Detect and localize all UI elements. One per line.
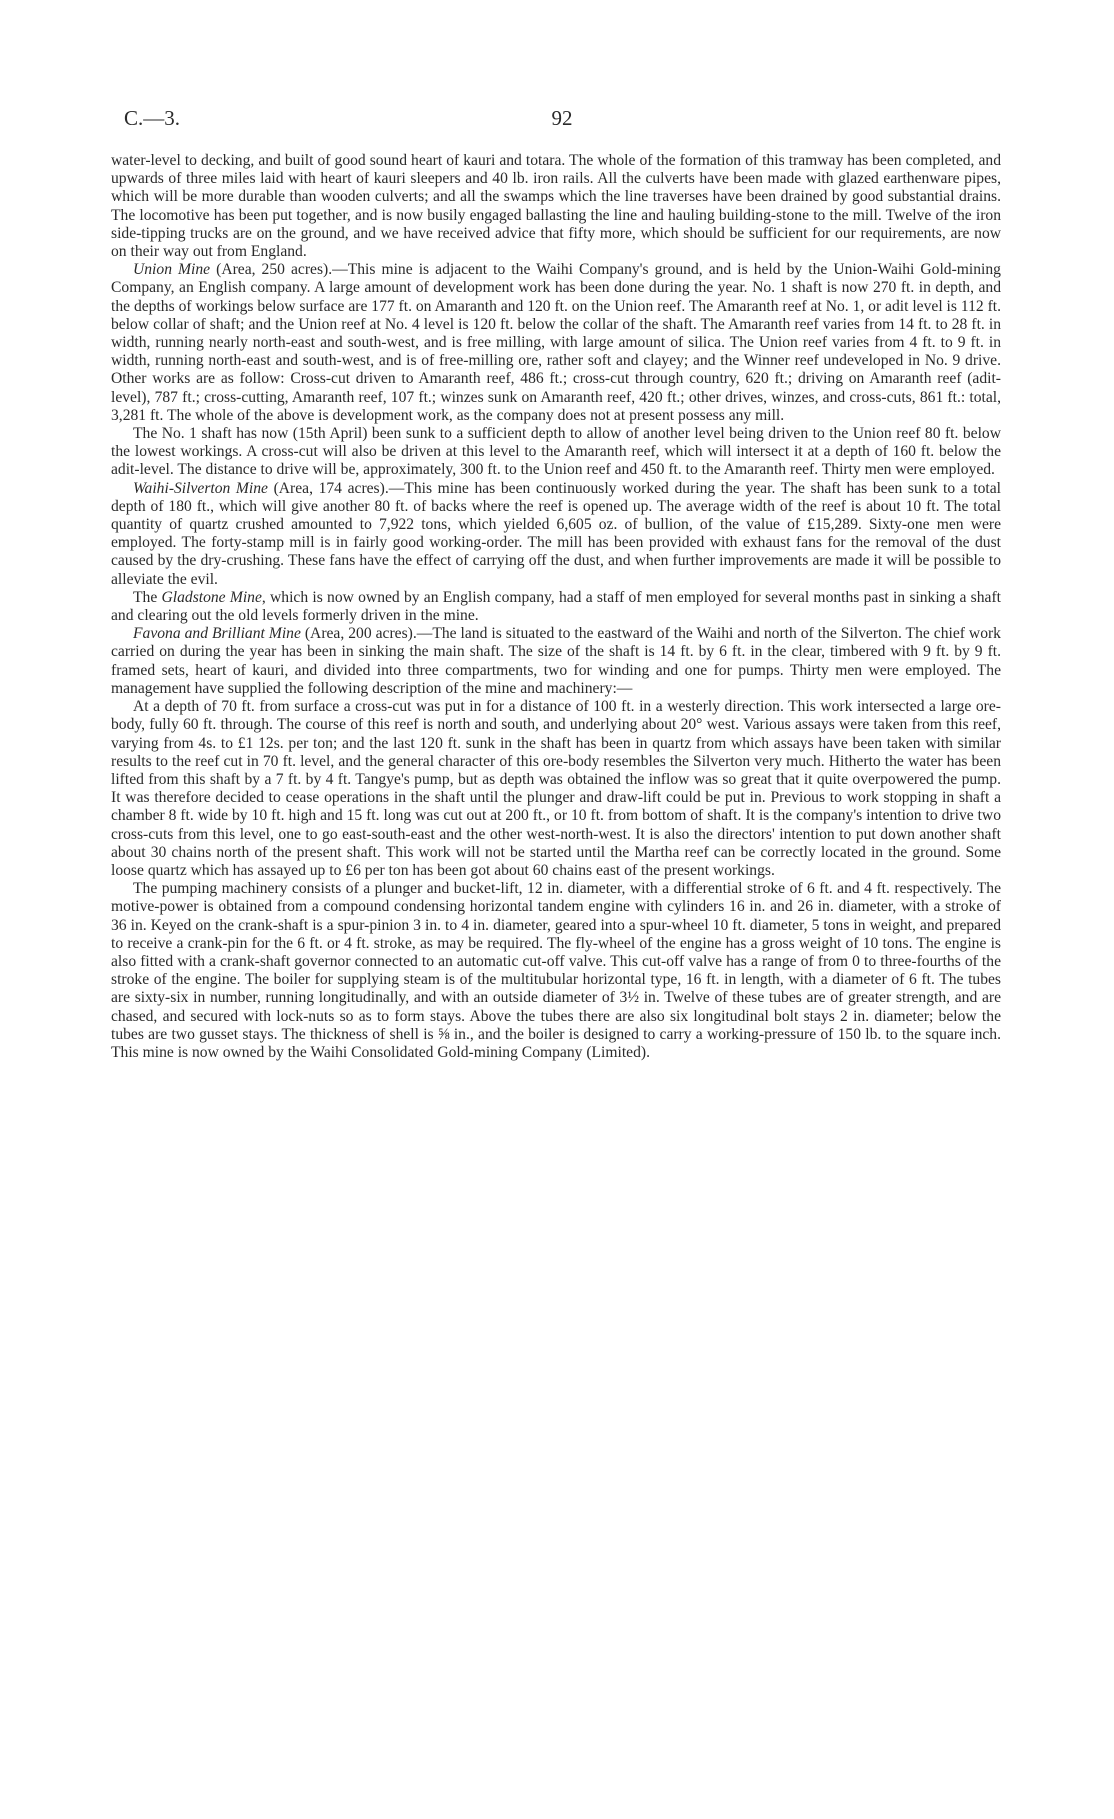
report-reference: C.—3.: [124, 106, 181, 130]
paragraph: [111, 261, 1001, 425]
page-header: [124, 106, 1000, 136]
paragraph: [111, 625, 1001, 698]
paragraph-text: , which is now owned by an English company, had a staff of men employed for several months past in sinking a shaft and clearing out the old levels formerly driven in the mine.: [111, 588, 1001, 625]
paragraph: [111, 589, 1001, 625]
mine-name: Waihi-Silverton Mine: [133, 479, 268, 497]
mine-name: Gladstone Mine: [161, 588, 262, 606]
paragraph: [111, 425, 1001, 480]
paragraph-text: (Area, 200 acres).—The land is situated to the eastward of the Waihi and north of the Silverton. The chief work carried on during the year has been in sinking the main shaft. The size of the shaft is 14 ft. by 6 ft. in the clear, timbered with 9 ft. by 9 ft. framed sets, heart of kauri, and divided into three compartments, two for winding and one for pumps. Thirty men were employed. The management have supplied the following description of the mine and machinery:—: [111, 625, 1001, 697]
paragraph-text: (Area, 174 acres).—This mine has been continuously worked during the year. The shaft has been sunk to a total depth of 180 ft., which will give another 80 ft. of backs where the reef is opened up. The average width of the reef is about 10 ft. The total quantity of quartz crushed amounted to 7,922 tons, which yielded 6,605 oz. of bullion, of the value of £15,289. Sixty-one men were employed. The forty-stamp mill is in fairly good working-order. The mill has been provided with exhaust fans for the removal of the dust caused by the dry-crushing. These fans have the effect of carrying off the dust, and when further improvements are made it will be possible to alleviate the evil.: [111, 479, 1001, 588]
paragraph: [111, 480, 1001, 589]
paragraph-text: The pumping machinery consists of a plunger and bucket-lift, 12 in. diameter, with a differential stroke of 6 ft. and 4 ft. respectively. The motive-power is obtained from a compound condensing horizontal tandem engine with cylinders 16 in. and 26 in. diameter, with a stroke of 36 in. Keyed on the crank-shaft is a spur-pinion 3 in. to 4 in. diameter, geared into a spur-wheel 10 ft. diameter, 5 tons in weight, and prepared to receive a crank-pin for the 6 ft. or 4 ft. stroke, as may be required. The fly-wheel of the engine has a gross weight of 10 tons. The engine is also fitted with a crank-shaft governor connected to an automatic cut-off valve. This cut-off valve has a range of from 0 to three-fourths of the stroke of the engine. The boiler for supplying steam is of the multitubular horizontal type, 16 ft. in length, with a diameter of 6 ft. The tubes are sixty-six in number, running longitudinally, and with an outside diameter of 3½ in. Twelve of these tubes are of greater strength, and are chased, and secured with lock-nuts so as to form stays. Above the tubes there are also six longitudinal bolt stays 2 in. diameter; below the tubes are two gusset stays. The thickness of shell is ⅝ in., and the boiler is designed to carry a working-pressure of 150 lb. to the square inch. This mine is now owned by the Waihi Consolidated Gold-mining Company (Limited).: [111, 880, 1001, 1061]
body-text: [111, 152, 1001, 1062]
mine-name: Union Mine: [133, 261, 211, 279]
paragraph: [111, 152, 1001, 261]
paragraph: [111, 698, 1001, 880]
paragraph-text: (Area, 250 acres).—This mine is adjacent to the Waihi Company's ground, and is held by the Union-Waihi Gold-mining Company, an English company. A large amount of development work has been done during the year. No. 1 shaft is now 270 ft. in depth, and the depths of workings below surface are 177 ft. on Amaranth and 120 ft. on the Union reef. The Amaranth reef at No. 1, or adit level is 112 ft. below collar of shaft; and the Union reef at No. 4 level is 120 ft. below the collar of the shaft. The Amaranth reef varies from 14 ft. to 28 ft. in width, running nearly north-east and south-west, and is free milling, with large amount of silica. The Union reef varies from 4 ft. to 9 ft. in width, running north-east and south-west, and is of free-milling ore, rather soft and clayey; and the Winner reef undeveloped in No. 9 drive. Other works are as follow: Cross-cut driven to Amaranth reef, 486 ft.; cross-cut through country, 620 ft.; driving on Amaranth reef (adit-level), 787 ft.; cross-cutting, Amaranth reef, 107 ft.; winzes sunk on Amaranth reef, 420 ft.; other drives, winzes, and cross-cuts, 861 ft.: total, 3,281 ft. The whole of the above is development work, as the company does not at present possess any mill.: [111, 261, 1001, 424]
paragraph: [111, 880, 1001, 1062]
mine-name: Favona and Brilliant Mine: [133, 625, 301, 643]
page-number: 92: [551, 106, 573, 130]
paragraph-text: water-level to decking, and built of good sound heart of kauri and totara. The whole of the formation of this tramway has been completed, and upwards of three miles laid with heart of kauri sleepers and 40 lb. iron rails. All the culverts have been made with glazed earthenware pipes, which will be more durable than wooden culverts; and all the swamps which the line traverses have been drained by good substantial drains. The locomotive has been put together, and is now busily engaged ballasting the line and hauling building-stone to the mill. Twelve of the iron side-tipping trucks are on the ground, and we have received advice that fifty more, which should be sufficient for our requirements, are now on their way out from England.: [111, 152, 1001, 261]
paragraph-text: At a depth of 70 ft. from surface a cross-cut was put in for a distance of 100 ft. in a westerly direction. This work intersected a large ore-body, fully 60 ft. through. The course of this reef is north and south, and underlying about 20° west. Various assays were taken from this reef, varying from 4s. to £1 12s. per ton; and the last 120 ft. sunk in the shaft has been in quartz from which assays have been taken with similar results to the reef cut in 70 ft. level, and the general character of this ore-body resembles the Silverton very much. Hitherto the water has been lifted from this shaft by a 7 ft. by 4 ft. Tangye's pump, but as depth was obtained the inflow was so great that it quite overpowered the pump. It was therefore decided to cease operations in the shaft until the plunger and draw-lift could be put in. Previous to work stopping in shaft a chamber 8 ft. wide by 10 ft. high and 15 ft. long was cut out at 200 ft., or 10 ft. from bottom of shaft. It is the company's intention to drive two cross-cuts from this level, one to go east-south-east and the other west-north-west. It is also the directors' intention to put down another shaft about 30 chains north of the present shaft. This work will not be started until the Martha reef can be correctly located in the ground. Some loose quartz which has assayed up to £6 per ton has been got about 60 chains east of the present workings.: [111, 698, 1001, 879]
paragraph-text: The No. 1 shaft has now (15th April) been sunk to a sufficient depth to allow of another level being driven to the Union reef 80 ft. below the lowest workings. A cross-cut will also be driven at this level to the Amaranth reef, which will intersect it at a depth of 160 ft. below the adit-level. The distance to drive will be, approximately, 300 ft. to the Union reef and 450 ft. to the Amaranth reef. Thirty men were employed.: [111, 425, 1001, 479]
paragraph-prefix: The: [133, 588, 162, 606]
